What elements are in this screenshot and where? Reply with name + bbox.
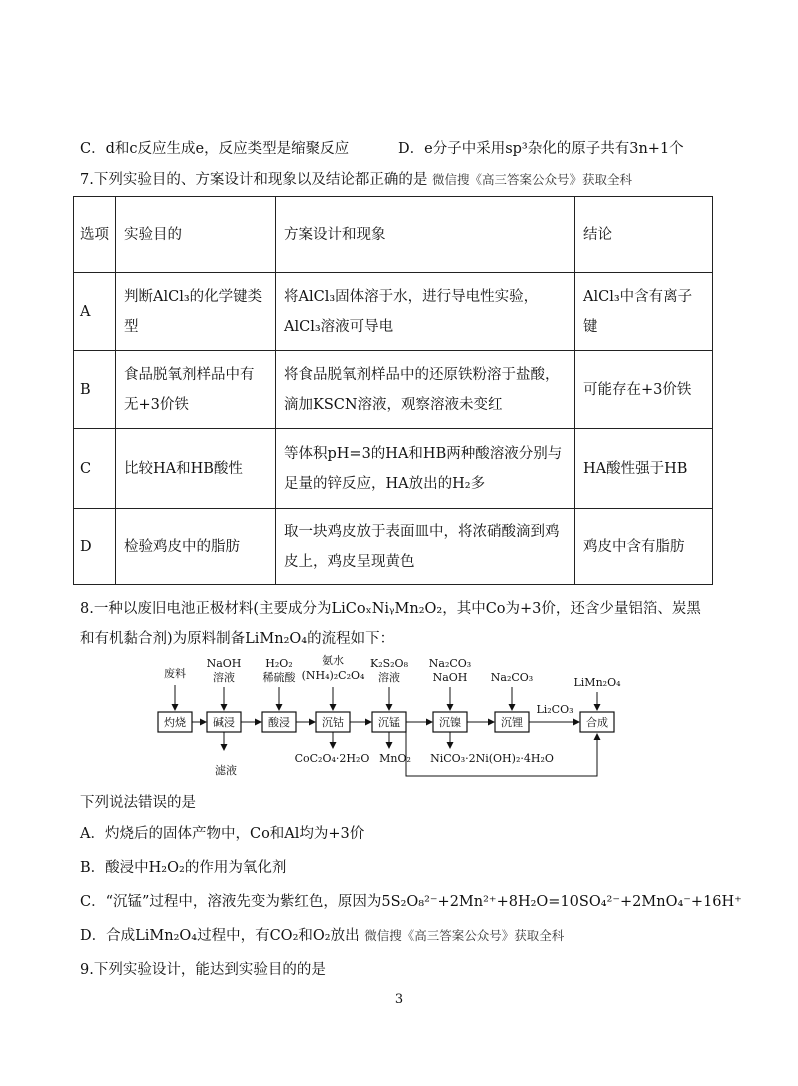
- step-acid-leach: 酸浸: [268, 716, 290, 729]
- header-design: 方案设计和现象: [276, 197, 575, 273]
- table-row: [74, 273, 713, 351]
- table-row: [74, 429, 713, 509]
- row-purpose: 比较HA和HB酸性: [116, 429, 276, 509]
- q8-option-d: [80, 924, 564, 945]
- row-design: 等体积pH=3的HA和HB两种酸溶液分别与足量的锌反应，HA放出的H₂多: [276, 429, 575, 509]
- row-option: D: [74, 509, 116, 585]
- step-manganese-precip: 沉锰: [378, 716, 400, 729]
- output-coc2o4: CoC₂O₄·2H₂O: [294, 752, 370, 765]
- output-filtrate: 滤液: [215, 764, 237, 777]
- row-conclusion: HA酸性强于HB: [575, 429, 713, 509]
- row-conclusion: 可能存在+3价铁: [575, 351, 713, 429]
- q6-option-c: C．d和c反应生成e，反应类型是缩聚反应: [80, 141, 350, 157]
- header-purpose: 实验目的: [116, 197, 276, 273]
- input-na2co3-2: Na₂CO₃: [490, 671, 534, 684]
- q7-table: [73, 196, 713, 585]
- input-naoh-2: NaOH: [432, 671, 468, 684]
- q8-stem-line1: 8.一种以废旧电池正极材料(主要成分为LiCoₓNiᵧMn₂O₂，其中Co为+3价，还含少量铝箔、炭黑: [80, 601, 701, 617]
- input-k2s2o8: K₂S₂O₈: [369, 657, 409, 670]
- q7-stem-text: 7.下列实验目的、方案设计和现象以及结论都正确的是: [80, 172, 428, 188]
- q8-watermark: 微信搜《高三答案公众号》获取全科: [364, 928, 565, 943]
- input-dilute-h2so4: 稀硫酸: [262, 671, 296, 684]
- row-option: A: [74, 273, 116, 351]
- row-purpose: 食品脱氧剂样品中有无+3价铁: [116, 351, 276, 429]
- q8-question: 下列说法错误的是: [80, 795, 196, 811]
- page-number: 3: [394, 992, 404, 1007]
- input-na2co3: Na₂CO₃: [428, 657, 472, 670]
- row-design: 将食品脱氧剂样品中的还原铁粉溶于盐酸，滴加KSCN溶液，观察溶液未变红: [276, 351, 575, 429]
- q8-option-c: C．“沉锰”过程中，溶液先变为紫红色，原因为5S₂O₈²⁻+2Mn²⁺+8H₂O=10SO₄²⁻+2MnO₄⁻+16H⁺: [80, 894, 742, 910]
- row-design: 将AlCl₃固体溶于水，进行导电性实验，AlCl₃溶液可导电: [276, 273, 575, 351]
- output-nickel-carbonate: NiCO₃·2Ni(OH)₂·4H₂O: [430, 752, 554, 765]
- output-mno2: MnO₂: [379, 752, 411, 765]
- q7-watermark: 微信搜《高三答案公众号》获取全科: [431, 172, 632, 187]
- table-row: [74, 351, 713, 429]
- input-li2co3: Li₂CO₃: [536, 703, 574, 716]
- header-conclusion: 结论: [575, 197, 713, 273]
- step-roast: 灼烧: [164, 716, 186, 729]
- header-option: 选项: [74, 197, 116, 273]
- product-limn2o4: LiMn₂O₄: [573, 676, 621, 689]
- table-row: [74, 509, 713, 585]
- input-ammonia: 氨水: [322, 654, 344, 667]
- row-option: C: [74, 429, 116, 509]
- step-cobalt-precip: 沉钴: [322, 716, 344, 729]
- q8-stem-line2: 和有机黏合剂)为原料制备LiMn₂O₄的流程如下：: [80, 631, 395, 647]
- row-conclusion: 鸡皮中含有脂肪: [575, 509, 713, 585]
- table-header-row: [74, 197, 713, 273]
- step-lithium-precip: 沉锂: [501, 716, 523, 729]
- q9-stem: 9.下列实验设计，能达到实验目的的是: [80, 962, 326, 978]
- row-design: 取一块鸡皮放于表面皿中，将浓硝酸滴到鸡皮上，鸡皮呈现黄色: [276, 509, 575, 585]
- q8-option-d-text: D．合成LiMn₂O₄过程中，有CO₂和O₂放出: [80, 928, 360, 944]
- step-nickel-precip: 沉镍: [439, 716, 461, 729]
- input-naoh-solution: 溶液: [213, 671, 235, 684]
- q8-flowchart: [0, 650, 798, 780]
- step-synthesis: 合成: [586, 716, 608, 729]
- q8-option-a: A．灼烧后的固体产物中，Co和Al均为+3价: [80, 826, 365, 842]
- step-alkali-leach: 碱浸: [213, 716, 235, 729]
- q8-option-b: B．酸浸中H₂O₂的作用为氧化剂: [80, 860, 287, 876]
- row-purpose: 检验鸡皮中的脂肪: [116, 509, 276, 585]
- row-purpose: 判断AlCl₃的化学键类型: [116, 273, 276, 351]
- row-option: B: [74, 351, 116, 429]
- input-k2s2o8-solution: 溶液: [378, 671, 400, 684]
- q6-option-d: D．e分子中采用sp³杂化的原子共有3n+1个: [398, 141, 684, 157]
- input-feed: 废料: [164, 667, 186, 680]
- input-ammonium-oxalate: (NH₄)₂C₂O₄: [301, 669, 365, 682]
- input-naoh: NaOH: [206, 657, 242, 670]
- q7-stem: [80, 168, 632, 189]
- input-h2o2: H₂O₂: [265, 657, 293, 670]
- row-conclusion: AlCl₃中含有离子键: [575, 273, 713, 351]
